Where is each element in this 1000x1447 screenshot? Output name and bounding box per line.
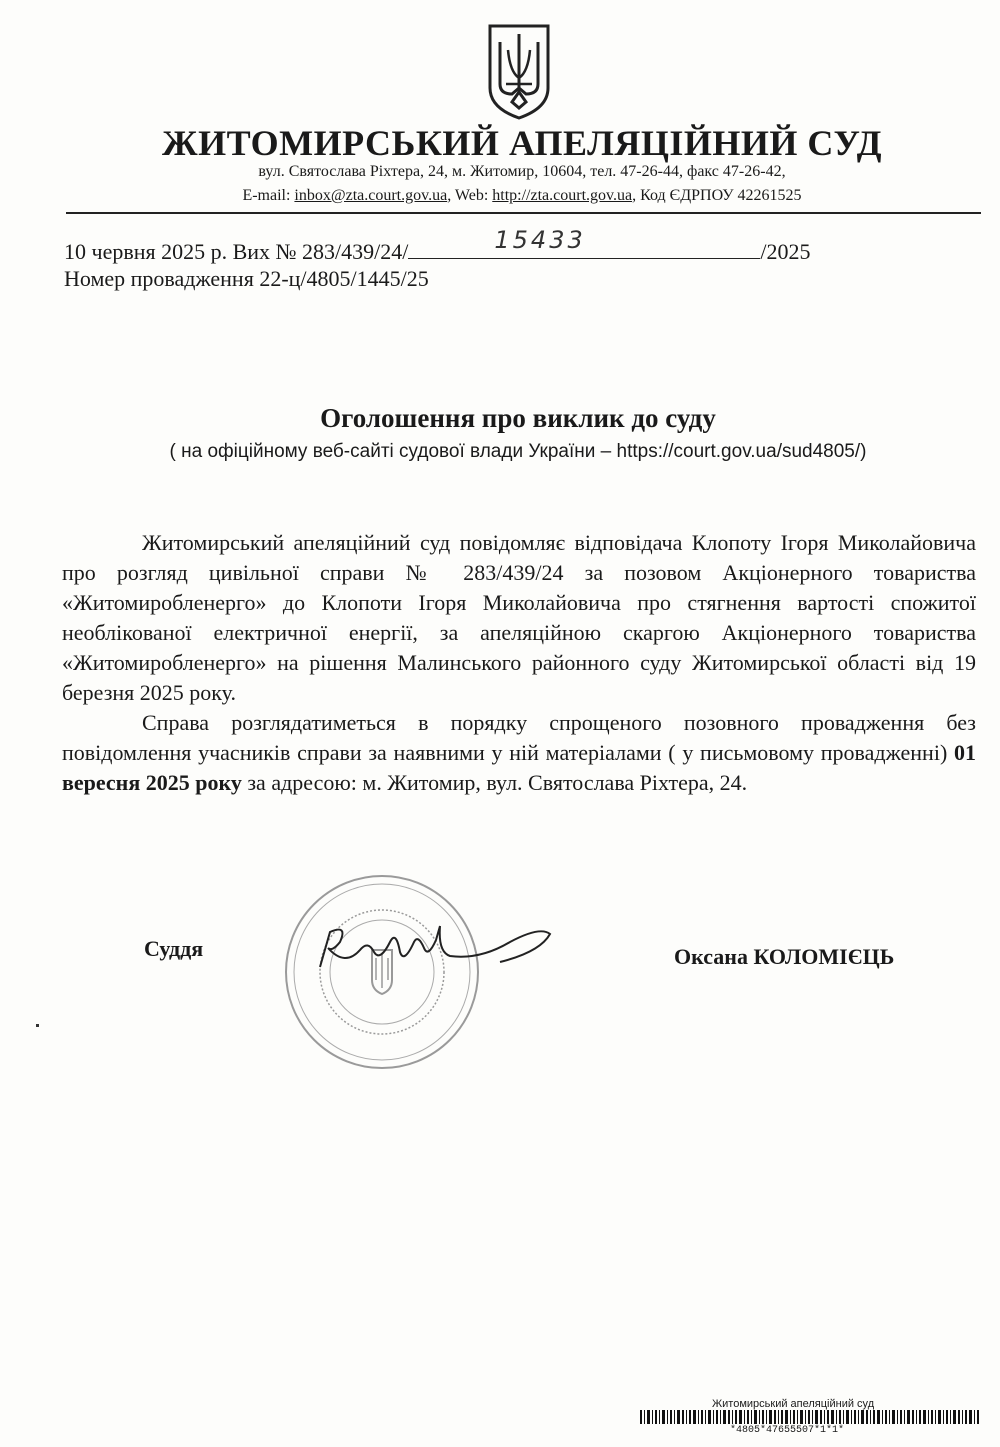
paragraph-1: Житомирський апеляційний суд повідомляє відповідача Клопоту Ігоря Миколайовича про розгляд цивільної справи № 283/439/24 за позовом Акціонерного товариства «Житомиробленерго» до Клопоти Ігоря Миколайовича про стягнення вартості спожитої необлікованої електричної енергії, за апеляційною скаргою Акціонерного товариства «Житомиробленерго» на рішення Малинського районного суду Житомирської області від 19 березня 2025 року.: [62, 530, 976, 705]
notice-title: Оголошення про виклик до суду: [320, 403, 716, 433]
hearing-date: 01 вересня 2025 року: [62, 740, 976, 795]
outgoing-date: 10 червня 2025 р. Вих № 283/439/24/: [64, 239, 409, 264]
handwritten-number: 15433: [494, 226, 586, 254]
web-label: , Web:: [447, 187, 493, 204]
judge-role: Суддя: [144, 936, 204, 961]
web-link[interactable]: http://zta.court.gov.ua: [492, 187, 633, 204]
coat-of-arms-icon: [486, 22, 552, 122]
notice-body: [62, 528, 976, 798]
outgoing-number-field: [408, 226, 760, 259]
email-label: E-mail:: [242, 187, 295, 204]
header-divider: [66, 212, 981, 214]
court-address: вул. Святослава Ріхтера, 24, м. Житомир, 10604, тел. 47-26-44, факс 47-26-42,: [258, 163, 786, 180]
scan-speck: [36, 1024, 39, 1027]
notice-subtitle: ( на офіційному веб-сайті судової влади України – https://court.gov.ua/sud4805/): [169, 441, 867, 462]
outgoing-line: [64, 226, 811, 265]
proceeding-number: Номер провадження 22-ц/4805/1445/25: [64, 266, 429, 291]
barcode-icon: [640, 1410, 980, 1424]
court-name: ЖИТОМИРСЬКИЙ АПЕЛЯЦІЙНИЙ СУД: [161, 123, 882, 163]
barcode-number: *4805*47655507*1*1*: [730, 1425, 845, 1436]
footer-stamp-text: Житомирський апеляційний суд: [712, 1398, 875, 1410]
court-contacts: [22, 187, 1000, 205]
paragraph-2-text: Справа розглядатиметься в порядку спрощеного позовного провадження без повідомлення учасників справи за наявними у ній матеріалами ( у письмовому провадженні): [62, 710, 976, 765]
hearing-address: за адресою: м. Житомир, вул. Святослава Ріхтера, 24.: [241, 770, 748, 795]
email-link[interactable]: inbox@zta.court.gov.ua: [294, 187, 448, 204]
year-suffix: /2025: [760, 239, 811, 264]
judge-signature: [300, 912, 560, 982]
edrpou-code: , Код ЄДРПОУ 42261525: [632, 187, 802, 204]
judge-name: Оксана КОЛОМІЄЦЬ: [674, 944, 895, 969]
paragraph-2: [62, 708, 976, 798]
